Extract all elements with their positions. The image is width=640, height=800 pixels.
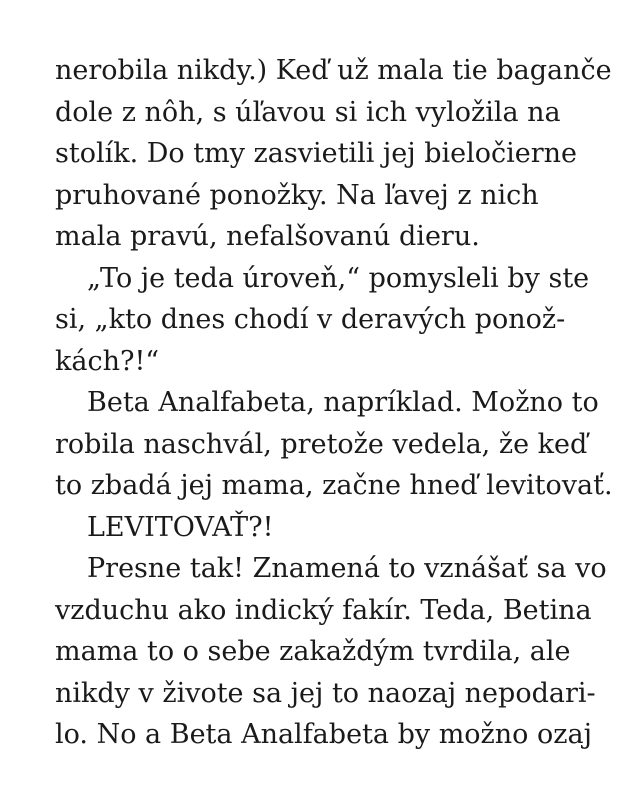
text-line: si, „kto dnes chodí v deravých ponož- [55,304,566,335]
text-line: nikdy v živote sa jej to naozaj nepodari- [55,677,596,709]
text-line: stolík. Do tmy zasvietili jej bieločierne [55,138,578,169]
text-line: mama to o sebe zakaždým tvrdila, ale [55,636,571,667]
text-line: LEVITOVAŤ?! [87,511,274,543]
text-line: kách?!“ [55,345,160,377]
text-line: vzduchu ako indický fakír. Teda, Betina [55,594,592,626]
text-line: „To je teda úroveň,“ pomysleli by ste [87,262,590,294]
text-line: lo. No a Beta Analfabeta by možno ozaj [55,719,592,750]
text-line: mala pravú, nefalšovanú dieru. [55,221,480,252]
page-text [55,50,613,756]
text-line: pruhované ponožky. Na ľavej z nich [55,179,539,211]
text-line: Beta Analfabeta, napríklad. Možno to [87,387,599,418]
text-line: nerobila nikdy.) Keď už mala tie bagančе [55,55,612,86]
text-line: Presne tak! Znamená to vznášať sa vo [87,553,607,584]
text-line: to zbadá jej mama, začne hneď levitovať. [55,470,613,501]
text-line: robila naschvál, pretože vedela, že keď [55,428,588,460]
text-line: dole z nôh, s úľavou si ich vyložila na [55,96,561,128]
